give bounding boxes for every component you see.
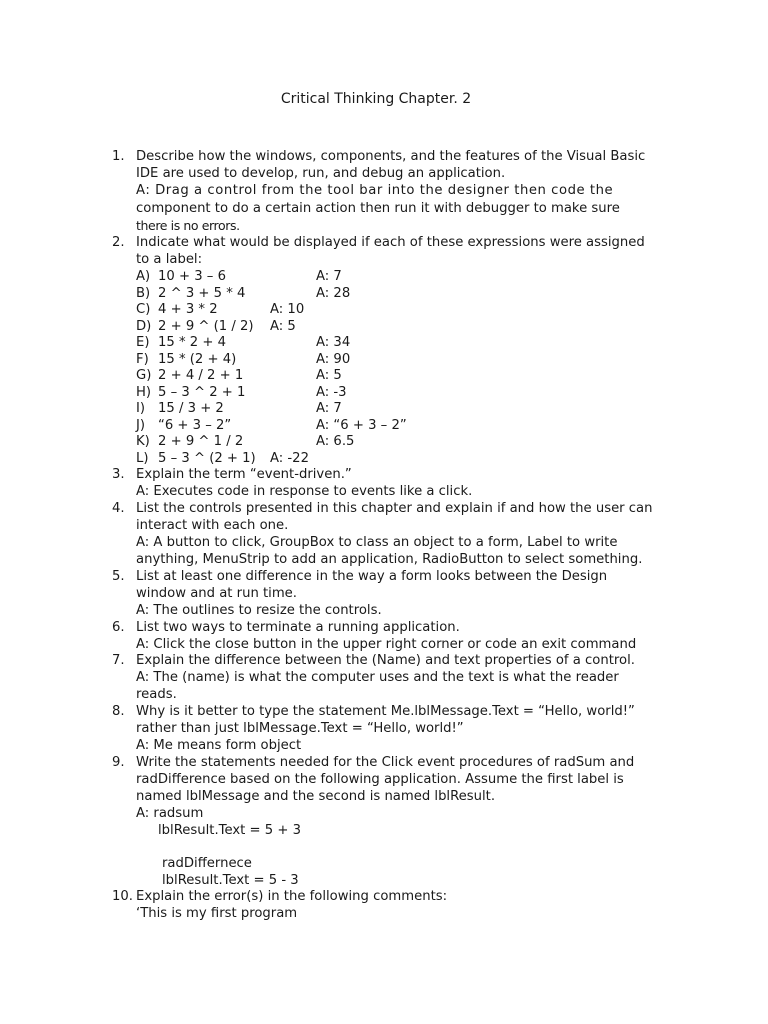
question-number: 5. — [112, 569, 125, 584]
answer-text: anything, MenuStrip to add an application, RadioButton to select something. — [136, 552, 643, 567]
question-text: List the controls presented in this chapter and explain if and how the user can — [136, 501, 653, 516]
expression-label: F) — [136, 352, 149, 367]
expression-answer: A: -3 — [316, 385, 347, 400]
expression: 15 * 2 + 4 — [158, 335, 226, 350]
expression-answer: A: “6 + 3 – 2” — [316, 418, 407, 433]
answer-text: A: Drag a control from the tool bar into the designer then code the — [136, 183, 614, 198]
question-number: 7. — [112, 653, 125, 668]
question-text: List at least one difference in the way a form looks between the Design — [136, 569, 608, 584]
question-text: named lblMessage and the second is named lblResult. — [136, 789, 496, 804]
expression: 15 * (2 + 4) — [158, 352, 237, 367]
expression: 10 + 3 – 6 — [158, 269, 226, 284]
question-number: 8. — [112, 704, 125, 719]
expression: 5 – 3 ^ (2 + 1) — [158, 451, 256, 466]
question-number: 4. — [112, 501, 125, 516]
answer-text: A: The outlines to resize the controls. — [136, 603, 382, 618]
question-text: List two ways to terminate a running application. — [136, 620, 460, 635]
expression-label: D) — [136, 319, 152, 334]
expression-answer: A: 7 — [316, 269, 342, 284]
expression-answer: A: -22 — [270, 451, 309, 466]
answer-text: there is no errors. — [136, 218, 240, 233]
question-text: Explain the difference between the (Name) and text properties of a control. — [136, 653, 635, 668]
code-line: radDiffernece — [162, 856, 252, 871]
question-text: to a label: — [136, 252, 203, 267]
answer-text: component to do a certain action then run it with debugger to make sure — [136, 201, 620, 216]
page-title: Critical Thinking Chapter. 2 — [280, 91, 472, 107]
expression: 5 – 3 ^ 2 + 1 — [158, 385, 246, 400]
expression: 2 ^ 3 + 5 * 4 — [158, 286, 246, 301]
question-text: Explain the term “event-driven.” — [136, 467, 352, 482]
question-text: ‘This is my first program — [136, 906, 298, 921]
expression-answer: A: 34 — [316, 335, 351, 350]
question-text: Explain the error(s) in the following comments: — [136, 889, 448, 904]
answer-text: A: The (name) is what the computer uses and the text is what the reader — [136, 670, 619, 685]
expression: 2 + 9 ^ (1 / 2) — [158, 319, 254, 334]
expression-label: L) — [136, 451, 149, 466]
expression-answer: A: 28 — [316, 286, 351, 301]
question-text: Why is it better to type the statement Me.lblMessage.Text = “Hello, world!” — [136, 704, 635, 719]
question-text: radDifference based on the following application. Assume the first label is — [136, 772, 624, 787]
answer-text: reads. — [136, 687, 177, 702]
expression-label: K) — [136, 434, 150, 449]
question-number: 6. — [112, 620, 125, 635]
expression-label: G) — [136, 368, 152, 383]
question-text: Describe how the windows, components, and the features of the Visual Basic — [136, 149, 646, 164]
question-text: Indicate what would be displayed if each of these expressions were assigned — [136, 235, 645, 250]
question-number: 9. — [112, 755, 125, 770]
expression-label: C) — [136, 302, 151, 317]
expression-label: E) — [136, 335, 150, 350]
expression: “6 + 3 – 2” — [158, 418, 232, 433]
question-text: rather than just lblMessage.Text = “Hello, world!” — [136, 721, 464, 736]
answer-text: A: A button to click, GroupBox to class an object to a form, Label to write — [136, 535, 618, 550]
expression-label: J) — [136, 418, 146, 433]
expression-answer: A: 90 — [316, 352, 351, 367]
answer-text: A: Executes code in response to events like a click. — [136, 484, 473, 499]
expression-answer: A: 10 — [270, 302, 305, 317]
question-text: IDE are used to develop, run, and debug an application. — [136, 166, 506, 181]
question-text: window and at run time. — [136, 586, 297, 601]
question-number: 3. — [112, 467, 125, 482]
answer-text: A: radsum — [136, 806, 204, 821]
expression-answer: A: 7 — [316, 401, 342, 416]
expression: 4 + 3 * 2 — [158, 302, 218, 317]
question-number: 2. — [112, 235, 125, 250]
question-number: 10. — [112, 889, 133, 904]
answer-text: A: Click the close button in the upper right corner or code an exit command — [136, 637, 637, 652]
code-line: lblResult.Text = 5 + 3 — [158, 823, 301, 838]
expression-label: B) — [136, 286, 151, 301]
question-text: interact with each one. — [136, 518, 289, 533]
answer-text: A: Me means form object — [136, 738, 302, 753]
expression: 2 + 4 / 2 + 1 — [158, 368, 244, 383]
expression-label: A) — [136, 269, 151, 284]
expression-answer: A: 5 — [270, 319, 296, 334]
question-text: Write the statements needed for the Click event procedures of radSum and — [136, 755, 635, 770]
code-line: lblResult.Text = 5 - 3 — [162, 873, 299, 888]
expression-answer: A: 5 — [316, 368, 342, 383]
question-number: 1. — [112, 149, 125, 164]
expression: 15 / 3 + 2 — [158, 401, 224, 416]
expression-label: I) — [136, 401, 146, 416]
expression: 2 + 9 ^ 1 / 2 — [158, 434, 244, 449]
expression-label: H) — [136, 385, 152, 400]
expression-answer: A: 6.5 — [316, 434, 355, 449]
